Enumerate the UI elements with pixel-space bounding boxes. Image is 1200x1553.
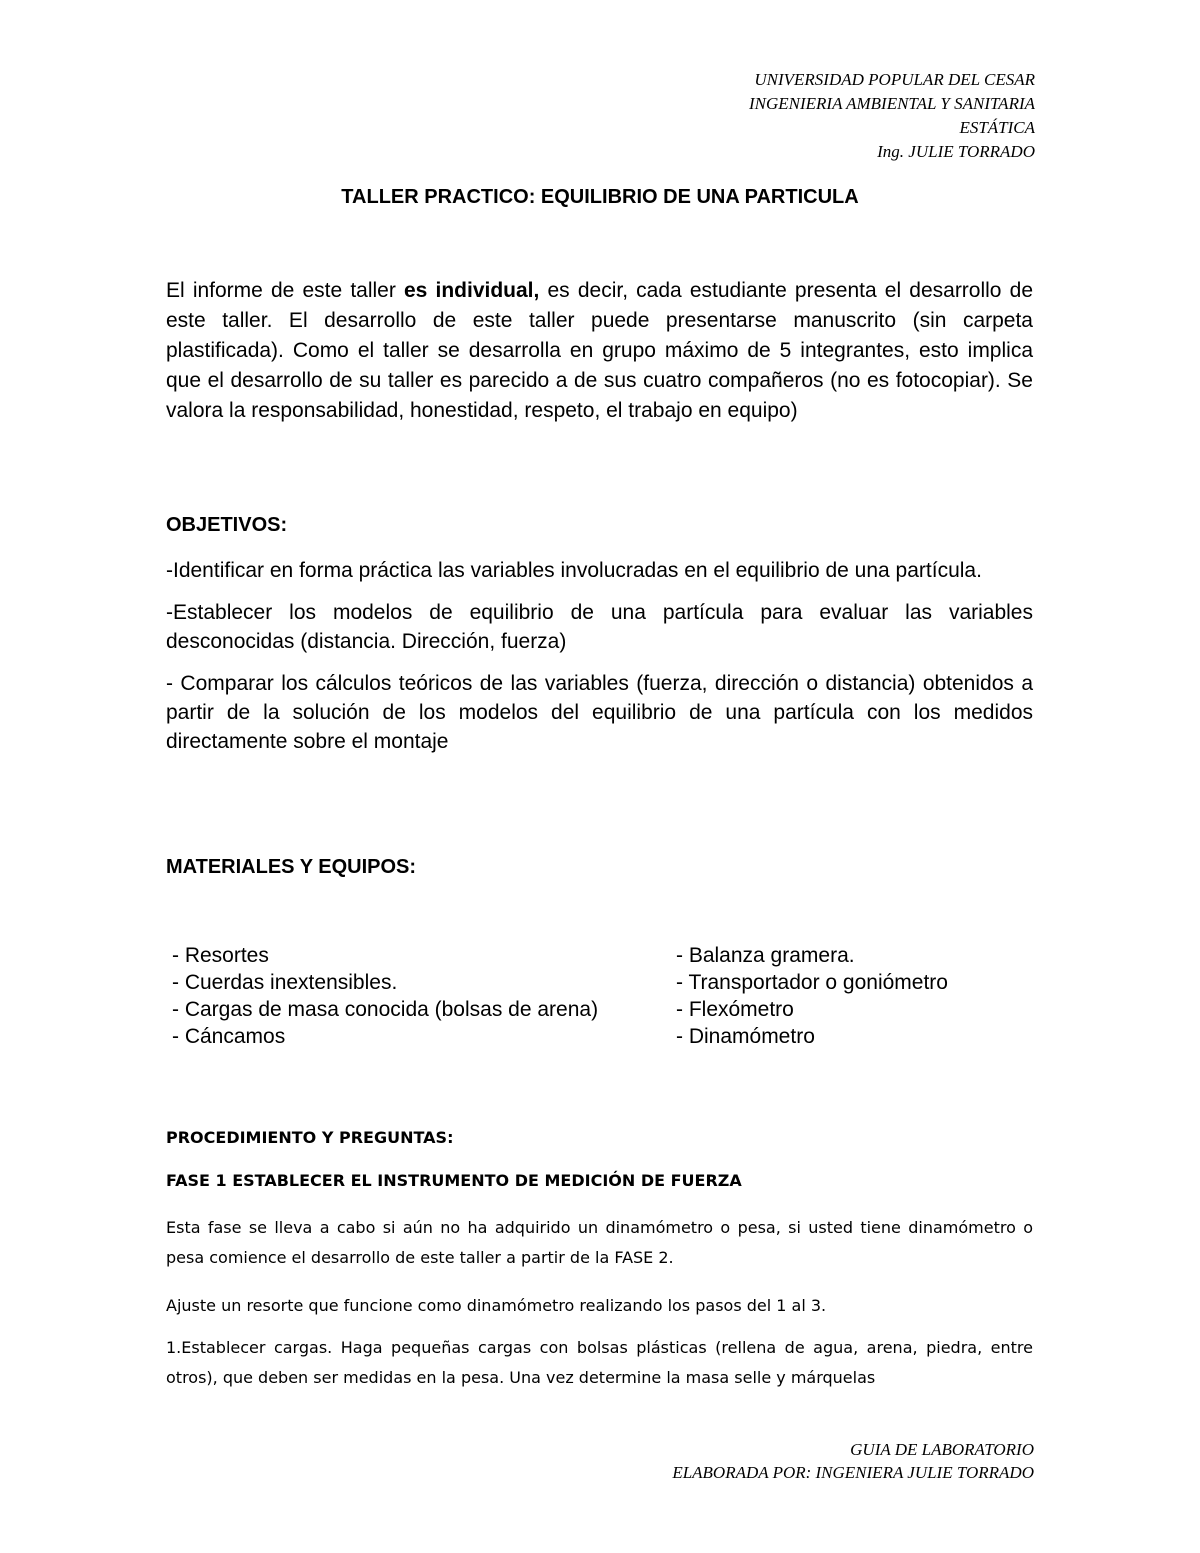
materials-left-column bbox=[172, 942, 676, 1050]
header-program: INGENIERIA AMBIENTAL Y SANITARIA bbox=[749, 94, 1035, 113]
objectives-list bbox=[166, 556, 1033, 769]
page-footer bbox=[672, 1438, 1034, 1484]
materials-list bbox=[172, 942, 1032, 1050]
objective-item: -Identificar en forma práctica las variables involucradas en el equilibrio de una partícula. bbox=[166, 559, 982, 582]
material-item: - Dinamómetro bbox=[676, 1025, 815, 1048]
material-item: - Cáncamos bbox=[172, 1025, 286, 1048]
procedure-heading: PROCEDIMIENTO Y PREGUNTAS: bbox=[166, 1128, 454, 1147]
objective-item: -Establecer los modelos de equilibrio de una partícula para evaluar las variables desconocidas (distancia. Dirección, fuerza) bbox=[166, 601, 1033, 653]
document-title: TALLER PRACTICO: EQUILIBRIO DE UNA PARTICULA bbox=[341, 186, 859, 208]
intro-paragraph bbox=[166, 276, 1033, 426]
material-item: - Cuerdas inextensibles. bbox=[172, 971, 398, 994]
phase1-heading: FASE 1 ESTABLECER EL INSTRUMENTO DE MEDICIÓN DE FUERZA bbox=[166, 1171, 742, 1190]
intro-text-rest: es decir, cada estudiante presenta el desarrollo de este taller. El desarrollo de este taller puede presentarse manuscrito (sin carpeta plastificada). Como el taller se desarrolla en grupo máximo de 5 integrantes, esto implica que el desarrollo de su taller es parecido a de sus cuatro compañeros (no es fotocopiar). Se valora la responsabilidad, honestidad, respeto, el trabajo en equipo) bbox=[166, 279, 1033, 422]
header-course: ESTÁTICA bbox=[959, 118, 1035, 137]
objectives-heading: OBJETIVOS: bbox=[166, 514, 288, 536]
phase1-instruction: Ajuste un resorte que funcione como dinamómetro realizando los pasos del 1 al 3. bbox=[166, 1296, 827, 1315]
materials-right-column bbox=[676, 942, 1032, 1050]
footer-guide: GUIA DE LABORATORIO bbox=[850, 1440, 1034, 1459]
phase1-paragraph: Esta fase se lleva a cabo si aún no ha adquirido un dinamómetro o pesa, si usted tiene dinamómetro o pesa comience el desarrollo de este taller a partir de la FASE 2. bbox=[166, 1218, 1033, 1267]
intro-bold-text: es individual, bbox=[404, 279, 540, 302]
header-instructor: Ing. JULIE TORRADO bbox=[877, 142, 1035, 161]
material-item: - Balanza gramera. bbox=[676, 944, 855, 967]
material-item: - Cargas de masa conocida (bolsas de arena) bbox=[172, 998, 599, 1021]
footer-author: ELABORADA POR: INGENIERA JULIE TORRADO bbox=[672, 1463, 1034, 1482]
intro-text-start: El informe de este taller bbox=[166, 279, 404, 302]
material-item: - Resortes bbox=[172, 944, 269, 967]
material-item: - Flexómetro bbox=[676, 998, 794, 1021]
objective-item: - Comparar los cálculos teóricos de las variables (fuerza, dirección o distancia) obtenidos a partir de la solución de los modelos del equilibrio de una partícula con los medidos directamente sobre el montaje bbox=[166, 672, 1033, 753]
materials-heading: MATERIALES Y EQUIPOS: bbox=[166, 856, 417, 878]
step1-paragraph: 1.Establecer cargas. Haga pequeñas cargas con bolsas plásticas (rellena de agua, arena, piedra, entre otros), que deben ser medidas en la pesa. Una vez determine la masa selle y márquelas bbox=[166, 1338, 1033, 1387]
header-university: UNIVERSIDAD POPULAR DEL CESAR bbox=[754, 70, 1035, 89]
page-header bbox=[749, 68, 1035, 164]
material-item: - Transportador o goniómetro bbox=[676, 971, 948, 994]
